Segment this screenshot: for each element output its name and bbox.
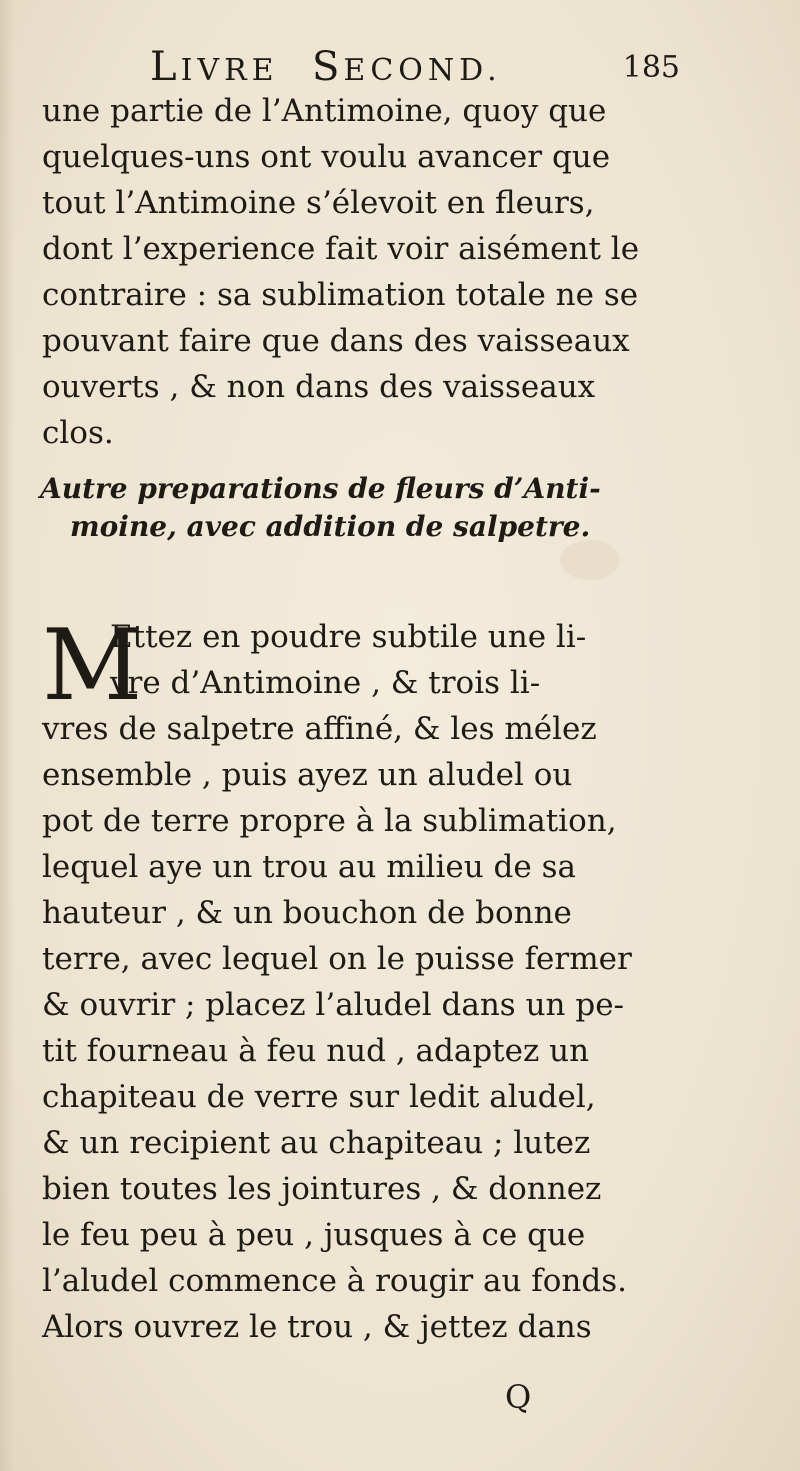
text-line: contraire : sa sublimation totale ne se bbox=[42, 277, 639, 313]
paper-stain bbox=[560, 540, 620, 580]
running-head-initial: S bbox=[312, 44, 344, 90]
text-line: & ouvrir ; placez l’aludel dans un pe- bbox=[42, 987, 625, 1023]
text-line: Alors ouvrez le trou , & jettez dans bbox=[42, 1309, 592, 1345]
text-line: ensemble , puis ayez un aludel ou bbox=[42, 757, 573, 793]
catchword: Q bbox=[505, 1378, 532, 1416]
text-line: clos. bbox=[42, 415, 114, 451]
heading-line: moine, avec addition de salpetre. bbox=[70, 510, 591, 543]
drop-cap: M bbox=[42, 609, 143, 723]
text-line: vre d’Antimoine , & trois li- bbox=[110, 665, 541, 701]
running-head-initial: L bbox=[150, 44, 181, 90]
running-head-word: IVRE bbox=[180, 53, 279, 88]
text-line: quelques-uns ont voulu avancer que bbox=[42, 139, 611, 175]
text-line: terre, avec lequel on le puisse fermer bbox=[42, 941, 632, 977]
text-line: vres de salpetre affiné, & les mélez bbox=[42, 711, 597, 747]
text-line: pot de terre propre à la sublimation, bbox=[42, 803, 617, 839]
text-line: chapiteau de verre sur ledit aludel, bbox=[42, 1079, 596, 1115]
text-line: hauteur , & un bouchon de bonne bbox=[42, 895, 572, 931]
text-line: le feu peu à peu , jusques à ce que bbox=[42, 1217, 586, 1253]
text-line: pouvant faire que dans des vaisseaux bbox=[42, 323, 630, 359]
running-head bbox=[150, 44, 502, 90]
text-line: ouverts , & non dans des vaisseaux bbox=[42, 369, 596, 405]
gutter-shadow bbox=[0, 0, 14, 1471]
text-line: tout l’Antimoine s’élevoit en fleurs, bbox=[42, 185, 595, 221]
text-line: dont l’experience fait voir aisément le bbox=[42, 231, 640, 267]
paragraph-2 bbox=[42, 609, 752, 1350]
text-line: lequel aye un trou au milieu de sa bbox=[42, 849, 576, 885]
paragraph-1 bbox=[42, 88, 742, 456]
page-number: 185 bbox=[622, 50, 680, 85]
text-line: tit fourneau à feu nud , adaptez un bbox=[42, 1033, 590, 1069]
running-head-word: ECOND. bbox=[343, 53, 502, 88]
text-line: & un recipient au chapiteau ; lutez bbox=[42, 1125, 591, 1161]
section-heading bbox=[40, 470, 740, 546]
text-line: Ettez en poudre subtile une li- bbox=[110, 619, 587, 655]
text-line: bien toutes les jointures , & donnez bbox=[42, 1171, 602, 1207]
text-line: une partie de l’Antimoine, quoy que bbox=[42, 93, 607, 129]
text-line: l’aludel commence à rougir au fonds. bbox=[42, 1263, 628, 1299]
heading-line: Autre preparations de fleurs d’Anti- bbox=[40, 472, 601, 505]
